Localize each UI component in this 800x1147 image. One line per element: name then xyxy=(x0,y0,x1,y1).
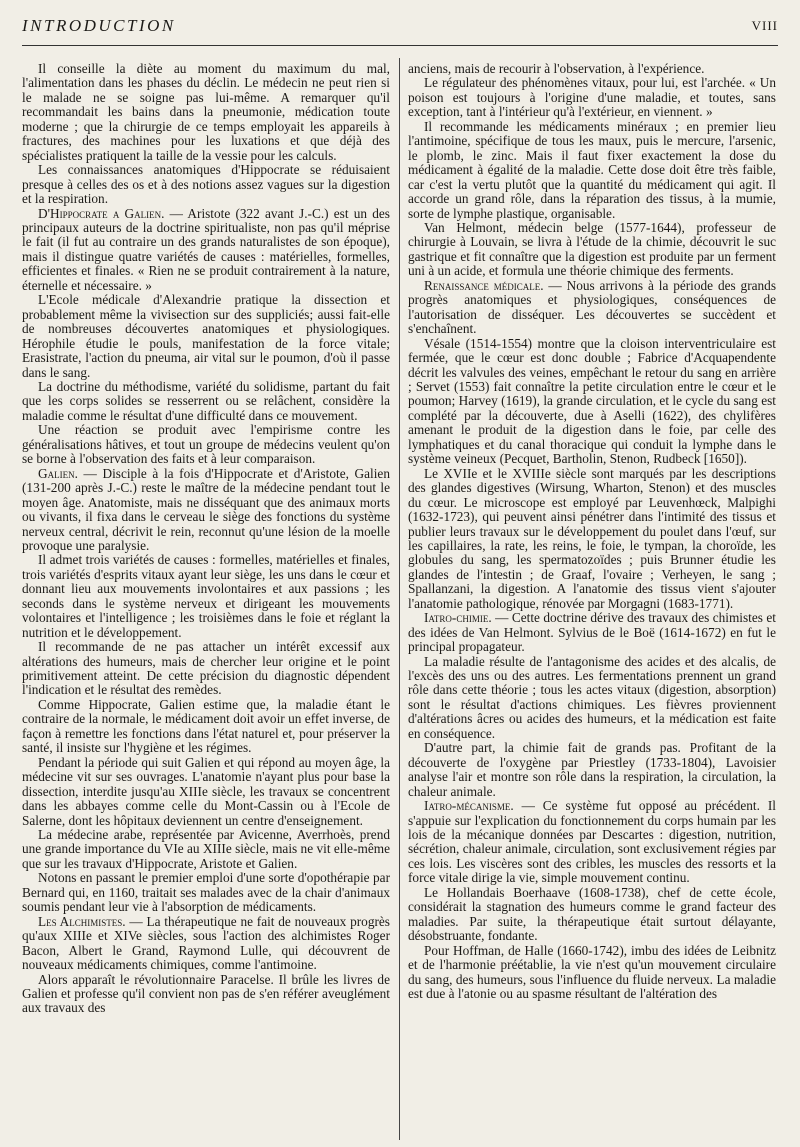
paragraph xyxy=(408,76,776,119)
paragraph-text: — Cette doctrine dérive des travaux des chimistes et des idées de Van Helmont. Sylvius de le Boë (1614-1672) en fut le principal propagateur. xyxy=(408,610,776,655)
right-column xyxy=(408,62,776,1142)
section-heading: Les Alchimistes. xyxy=(38,913,126,929)
paragraph xyxy=(22,380,390,423)
paragraph-text: — Ce système fut opposé au précédent. Il s'appuie sur l'explication du fonctionnement du corps humain par les lois de la mécanique données par Descartes : digestion, nutrition, sécrétion, chaleur animale, circulation, sont exclusivement régies par ces lois. Les viscères sont des cribles, les muscles des ressorts et la force vitale dirige la vie, simple mouvement continu. xyxy=(408,798,776,886)
paragraph-text: — La thérapeutique ne fait de nouveaux progrès qu'aux XIIIe et XIVe siècles, sous l'action des alchimistes Roger Bacon, Albert le Grand, Raymond Lulle, qui découvrent de nouveaux médicaments chimiques, comme l'antimoine. xyxy=(22,913,390,973)
section-heading: Renaissance médicale. xyxy=(424,277,544,293)
paragraph-text: Une réaction se produit avec l'empirisme contre les généralisations hâtives, et tout un groupe de médecins veulent qu'on se borne à l'observation des faits et à leur comparaison. xyxy=(22,422,390,467)
paragraph xyxy=(408,655,776,742)
paragraph-text: Le régulateur des phénomènes vitaux, pour lui, est l'archée. « Un poison est toujours à l'origine d'une maladie, et toutes, sans exception, tant à l'intérieur qu'à l'extérieur, en viennent. » xyxy=(408,75,776,120)
paragraph xyxy=(408,62,776,76)
paragraph xyxy=(408,120,776,221)
paragraph xyxy=(408,886,776,944)
paragraph xyxy=(22,423,390,466)
paragraph xyxy=(22,756,390,828)
paragraph-text: Vésale (1514-1554) montre que la cloison interventriculaire est fermée, que le cœur est donc double ; Fabrice d'Acquapendente décrit les valvules des veines, empêchant le retour du sang en arrière ; Servet (1553) fait connaître la petite circulation entre le cœur et le poumon; Harvey (1619), la grande circulation, et le cycle du sang est complété par la découverte, due à Aselli (1622), des chylifères amenant le produit de la digestion dans le foie, par celle des lymphatiques et du canal thoracique qui conduit la lymphe dans le système veineux (Pecquet, Bartholin, Stenon, Rudbeck [1650]). xyxy=(408,335,776,467)
paragraph xyxy=(22,973,390,1016)
paragraph xyxy=(408,741,776,799)
paragraph-text: La médecine arabe, représentée par Avicenne, Averrhoès, prend une grande importance du VIe au XIIIe siècle, mais ne vit elle-même que sur les travaux d'Hippocrate, Aristote et Galien. xyxy=(22,827,390,871)
paragraph-text: Il conseille la diète au moment du maximum du mal, l'alimentation dans les phases du déclin. Le médecin ne peut rien si le malade ne se soigne pas lui-même. A remarquer qu'il recommandait les bains dans la pneumonie, médication toute moderne ; que la chirurgie de ce temps employait les appareils à fractures, des machines pour les luxations et que déjà des spécialistes pratiquent la taille de la vessie pour les calculs. xyxy=(22,62,390,163)
paragraph xyxy=(408,467,776,612)
paragraph xyxy=(22,871,390,914)
paragraph-text: Il recommande de ne pas attacher un intérêt excessif aux altérations des humeurs, mais de chercher leur origine et le point primitivement atteint. De cette précision du diagnostic dépendent l'indication et le résultat des remèdes. xyxy=(22,639,390,698)
paragraph-text: — Nous arrivons à la période des grands progrès anatomiques et physiologiques, conséquences de l'autorisation de disséquer. Les découvertes se succèdent et s'enchaînent. xyxy=(408,277,776,337)
paragraph xyxy=(22,640,390,698)
paragraph xyxy=(22,62,390,163)
paragraph-text: Notons en passant le premier emploi d'une sorte d'opothérapie par Bernard qui, en 1160, traitait ses malades avec de la chair d'animaux soumis pendant leur vie à l'absorption de médicaments. xyxy=(22,870,390,915)
section-heading: Iatro-mécanisme. xyxy=(424,798,514,814)
section-heading: Iatro-chimie. xyxy=(424,610,492,626)
page-number: VIII xyxy=(751,18,778,33)
left-column xyxy=(22,62,390,1142)
paragraph xyxy=(22,467,390,554)
paragraph xyxy=(22,293,390,380)
paragraph-text: Pendant la période qui suit Galien et qui répond au moyen âge, la médecine vit sur ses ouvrages. L'anatomie n'ayant plus pour base la dissection, interdite jusqu'au XIIIe siècle, les travaux se concentrent dans les abbayes comme celle du Mont-Cassin ou à l'Ecole de Salerne, dont les hôpitaux deviennent un centre d'enseignement. xyxy=(22,754,390,828)
paragraph xyxy=(22,207,390,294)
paragraph-text: Les connaissances anatomiques d'Hippocrate se réduisaient presque à celles des os et à des notions assez vagues sur la digestion et la respiration. xyxy=(22,162,390,207)
paragraph-text: anciens, mais de recourir à l'observation, à l'expérience. xyxy=(408,62,705,76)
paragraph-text: Le XVIIe et le XVIIIe siècle sont marqués par les descriptions des glandes digestives (Wirsung, Wharton, Stenon) et des muscles du cœur. Le microscope est employé par Leuvenhœck, Malpighi (1632-1723), qui peuvent ainsi pénétrer dans l'intimité des tissus et publier leurs travaux sur le développement du poulet dans l'œuf, sur les capillaires, la rate, les reins, le foie, le tympan, la choroïde, les globules du sang, les spermatozoïdes ; puis Brunner étudie les glandes de l'intestin ; de Graaf, l'ovaire ; Verheyen, le sang ; Spallanzani, la digestion. A l'anatomie des tissus vient s'ajouter l'anatomie pathologique, rénovée par Morgagni (1683-1771). xyxy=(408,465,776,611)
paragraph-text: Il admet trois variétés de causes : formelles, matérielles et finales, trois variétés d'esprits vitaux ayant leur siège, les uns dans le cœur et donnant lieu aux mouvements involontaires et aux passions ; les seconds dans le système nerveux et dirigeant les mouvements volontaires et l'intelligence ; les troisièmes dans le foie et réglant la nutrition et le développement. xyxy=(22,552,390,640)
paragraph xyxy=(22,553,390,640)
paragraph xyxy=(22,828,390,871)
running-title: INTRODUCTION xyxy=(22,16,176,35)
section-heading: Galien. xyxy=(38,465,78,481)
paragraph xyxy=(408,944,776,1002)
paragraph-text: L'Ecole médicale d'Alexandrie pratique la dissection et probablement même la vivisection sur des suppliciés; aussi fait-elle de nombreuses découvertes anatomiques et physiologiques. Hérophile étudie le pouls, manifestation de la force vitale; Erasistrate, l'action du pneuma, air vital sur le poumon, d'où il passe dans le sang. xyxy=(22,292,390,380)
paragraph-text: D'autre part, la chimie fait de grands pas. Profitant de la découverte de l'oxygène par Priestley (1733-1804), Lavoisier analyse l'air et montre son rôle dans la respiration, la circulation, la chaleur animale. xyxy=(408,740,776,799)
paragraph-text: Van Helmont, médecin belge (1577-1644), professeur de chirurgie à Louvain, se livra à l'étude de la chimie, découvrit le suc gastrique et fit connaître que la digestion est produite par un ferment uni à un acide, et formula une théorie chimique des ferments. xyxy=(408,219,776,279)
column-divider xyxy=(399,58,400,1140)
paragraph-text: La doctrine du méthodisme, variété du solidisme, partant du fait que les corps solides se resserrent ou se relâchent, considère la maladie comme le résultat d'une difficulté dans ce mouvement. xyxy=(22,378,390,423)
paragraph-text: Comme Hippocrate, Galien estime que, la maladie étant le contraire de la normale, le médicament doit avoir un effet inverse, de façon à remettre les fonctions dans l'état naturel et, pour préserver la santé, il insiste sur l'hygiène et les régimes. xyxy=(22,696,390,756)
paragraph-text: La maladie résulte de l'antagonisme des acides et des alcalis, de l'excès des uns ou des autres. Les fermentations prennent un grand rôle dans cette théorie ; tous les actes vitaux (digestion, absorption) sont le résultat d'actions chimiques. Les fièvres proviennent d'altérations âcres ou acides des humeurs, et la médication est faite en conséquence. xyxy=(408,653,776,741)
paragraph xyxy=(408,799,776,886)
paragraph-text: — Disciple à la fois d'Hippocrate et d'Aristote, Galien (131-200 après J.-C.) reste le maître de la médecine pendant tout le moyen âge. Anatomiste, mais ne disséquant que des animaux morts ou vivants, il fixa dans le cerveau le siège des fonctions du système nerveux central, décrivit le rein, reconnut qu'une lésion de la moelle provoque une paralysie. xyxy=(22,465,390,553)
paragraph xyxy=(408,279,776,337)
header-rule xyxy=(22,45,778,46)
page-header xyxy=(22,16,778,42)
paragraph xyxy=(22,915,390,973)
paragraph-text: Le Hollandais Boerhaave (1608-1738), chef de cette école, considérait la stagnation des humeurs comme le grand facteur des maladies. Par suite, la thérapeutique était surtout délayante, désobstruante, fondante. xyxy=(408,884,776,944)
paragraph xyxy=(408,611,776,654)
paragraph xyxy=(408,221,776,279)
paragraph xyxy=(22,698,390,756)
paragraph-text: — Aristote (322 avant J.-C.) est un des principaux auteurs de la doctrine spiritualiste, non pas qu'il méprise le fait (il fut au contraire un des grands naturalistes de son époque), mais il distingue quatre variétés de causes : matérielles, formelles, efficientes et finales. « Rien ne se produit contrairement à la nature, éternelle et nécessaire. » xyxy=(22,205,390,293)
section-heading: D'Hippocrate a Galien. xyxy=(38,205,165,221)
paragraph-text: Pour Hoffman, de Halle (1660-1742), imbu des idées de Leibnitz et de l'harmonie préétablie, la vie n'est qu'un mouvement circulaire du sang, des humeurs, sous l'influence du fluide nerveux. La maladie est due à l'atonie ou au spasme résultant de l'altération des xyxy=(408,942,776,1001)
paragraph-text: Alors apparaît le révolutionnaire Paracelse. Il brûle les livres de Galien et professe qu'il convient non pas de s'en référer aveuglément aux travaux des xyxy=(22,971,390,1016)
paragraph xyxy=(22,163,390,206)
paragraph xyxy=(408,337,776,467)
paragraph-text: Il recommande les médicaments minéraux ; en premier lieu l'antimoine, spécifique de tous les maux, puis le mercure, l'arsenic, le plomb, le zinc. Mais il faut fixer exactement la dose du médicament à égalité de la maladie. Cette dose doit être très faible, car c'est la vertu plutôt que la quantité du médicament qui agit. Il accorde un grand rôle, dans la réparation des tissus, à la mumie, sorte de lymphe plastique, organisable. xyxy=(408,118,776,221)
